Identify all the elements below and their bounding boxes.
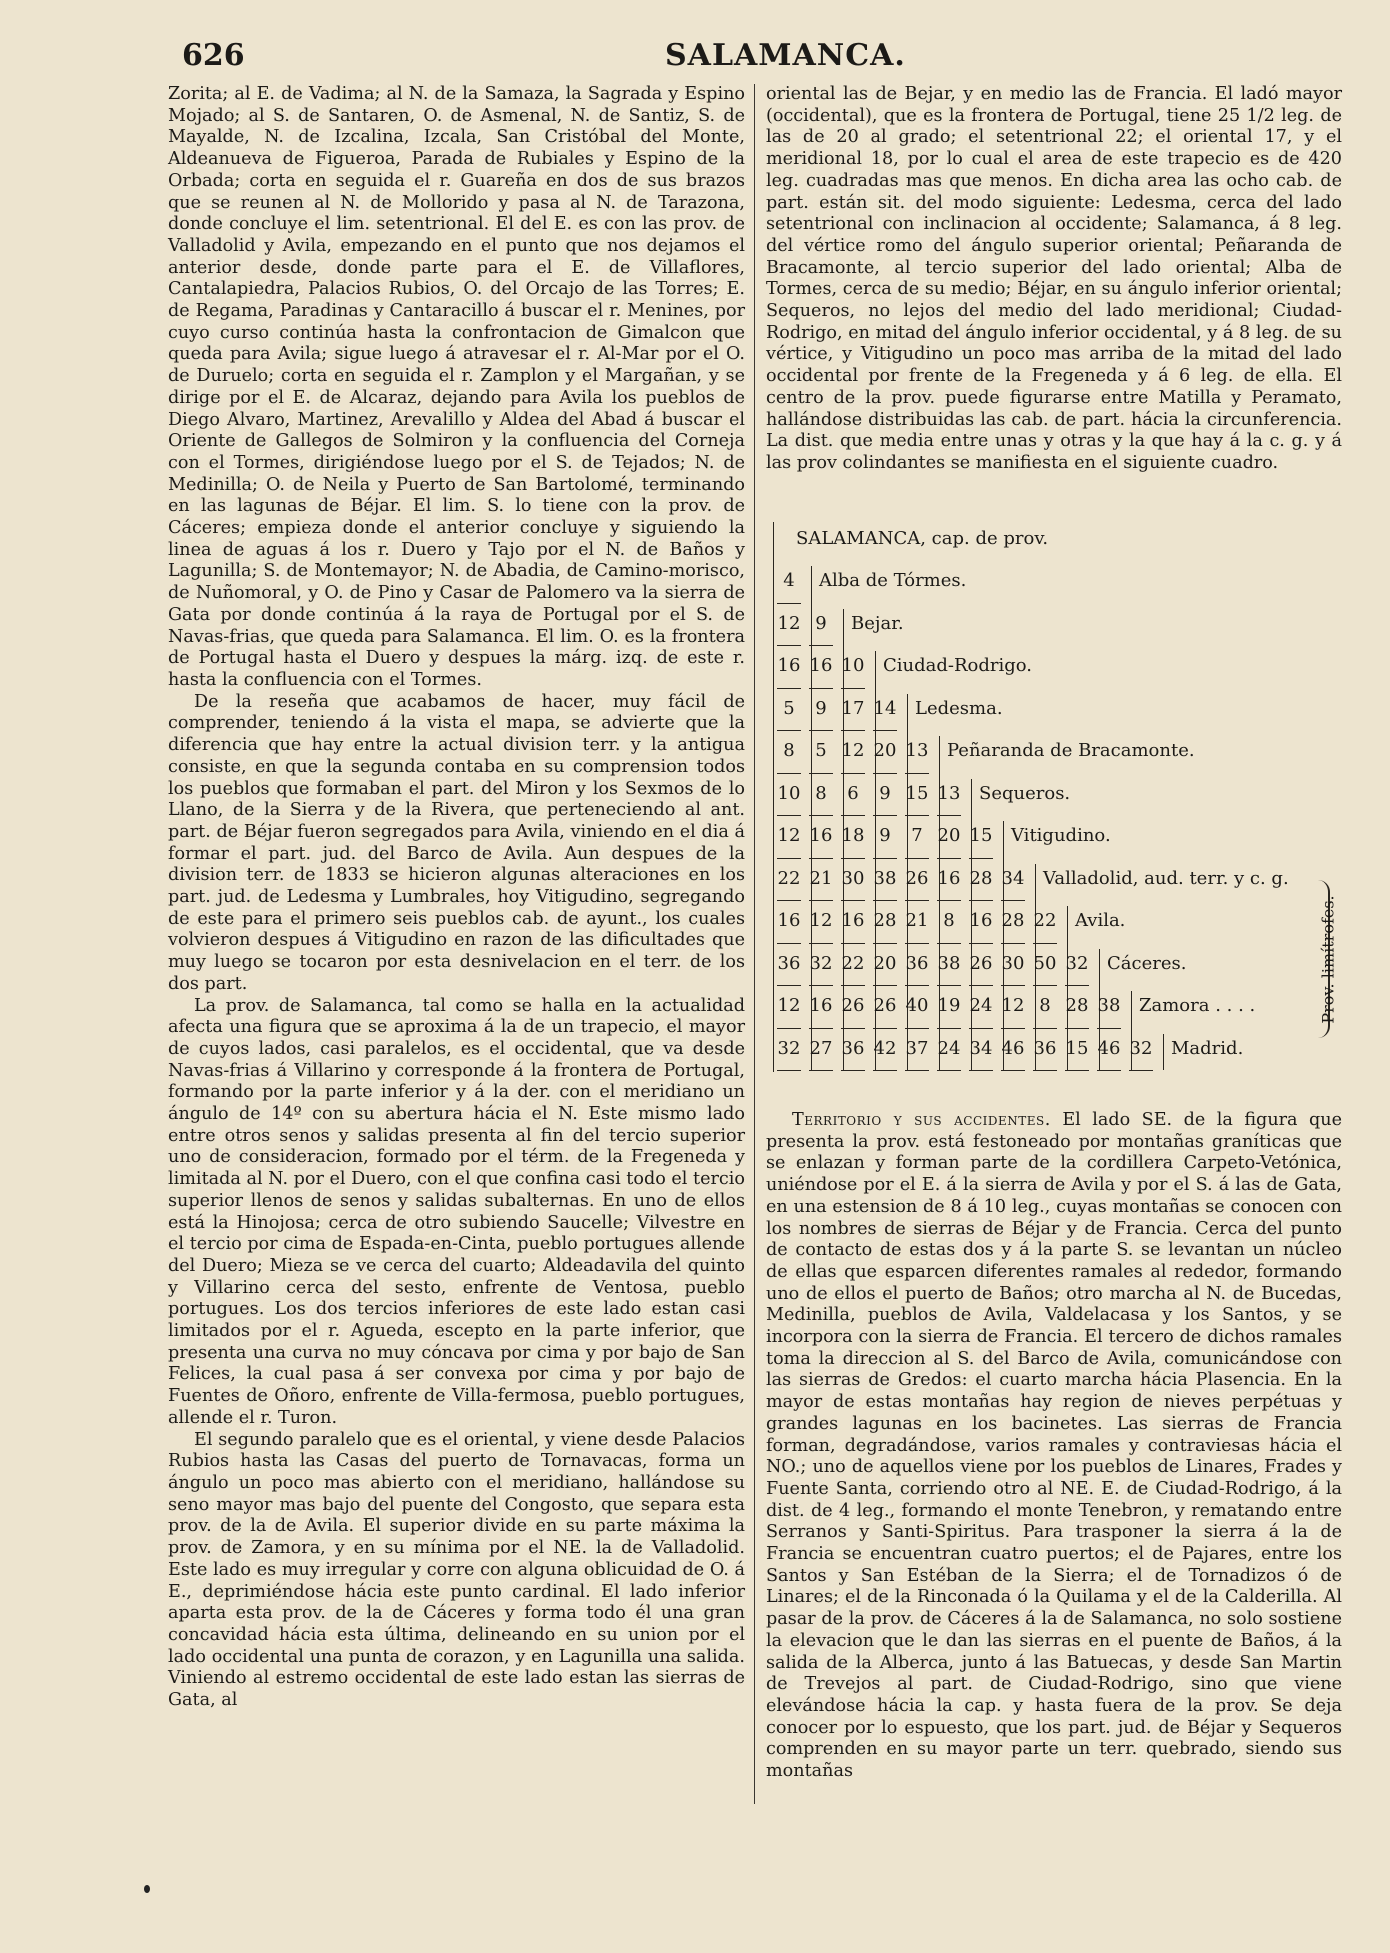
distance-cell: 24 [969,995,993,1016]
distance-cell: 38 [873,867,897,889]
distance-cell: 12 [1001,995,1025,1016]
table-rule [873,1070,897,1071]
table-rule [809,688,833,689]
distance-cell: 5 [783,697,795,719]
place-name: Ledesma. [915,697,1003,719]
distance-cell: 13 [937,782,961,804]
table-rule [937,900,961,901]
distance-cell: 12 [809,910,833,931]
distance-cell: 50 [1033,952,1057,974]
table-rule [905,1070,929,1071]
distance-cell: 16 [809,995,833,1016]
distance-cell: 12 [777,995,801,1016]
table-rule [905,985,929,986]
place-name: Zamora . . . . [1139,995,1256,1016]
distance-cell: 46 [1097,1037,1121,1059]
right-paragraph: oriental las de Bejar, y en medio las de Francia. El ladó mayor (occidental), que es la frontera de Portugal, tiene 25 1/2 leg. de las de 20 al grado; el setentrional 22; el oriental 17, y el meridional 18, por lo cual el area de este trapecio es de 420 leg. cuadradas mas que menos. En dicha area las ocho cab. de part. están sit. del modo siguiente: Ledesma, cerca del lado setentrional con inclinacion al occidente; Salamanca, á 8 leg. del vértice romo del ángulo superior oriental; Peñaranda de Bracamonte, al tercio superior del lado oriental; Alba de Tormes, cerca de su medio; Béjar, en su ángulo inferior oriental; Sequeros, no lejos del medio del lado meridional; Ciudad-Rodrigo, en mitad del ángulo inferior occidental, y á 8 leg. de su vértice, y Vitigudino un poco mas arriba de la mitad del lado occidental por frente de la Fregeneda y á 6 leg. de ella. El centro de la prov. puede figurarse entre Matilla y Peramato, hallándose distribuidas las cab. de part. hácia la circunferencia. La dist. que media entre unas y otras y la que hay á la c. g. y á las prov colindantes se manifiesta en el siguiente cuadro. [766,84,1342,473]
table-rule [777,815,801,816]
table-rule [809,943,833,944]
table-rule [905,773,929,774]
table-rule [841,773,865,774]
place-name: Madrid. [1171,1037,1244,1059]
table-rule [1033,1070,1057,1071]
table-rule [969,1028,993,1029]
table-rule [1033,1028,1057,1029]
distance-cell: 4 [783,570,795,591]
distance-cell: 36 [777,952,801,974]
table-rule [777,858,801,859]
table-rule [777,688,801,689]
table-rule [873,773,897,774]
place-name: Sequeros. [979,782,1071,804]
distance-cell: 21 [905,910,929,931]
table-rule [777,645,801,646]
table-rule [1163,1034,1164,1071]
left-paragraph: De la reseña que acabamos de hacer, muy fácil de comprender, teniendo á la vista el mapa, se advierte que la diferencia que hay entre la actual division terr. y la antigua consiste, en que la segunda contaba en su comprension todos los pueblos que formaban el part. del Miron y los Sexmos de lo Llano, de la Sierra y de la Rivera, que perteneciendo al ant. part. de Béjar fueron segregados para Avila, viniendo en el dia á formar el part. jud. del Barco de Avila. Aun despues de la division terr. de 1833 se hicieron algunas alteraciones en los part. jud. de Ledesma y Lumbrales, hoy Vitigudino, segregando de este para el primero seis pueblos cab. de ayunt., los cuales volvieron despues á Vitigudino en razon de las dificultades que muy luego se tocaron por esta desnivelacion en el terr. de los dos part. [168,691,745,994]
table-rule [1033,985,1057,986]
table-rule [1097,1070,1121,1071]
table-rule [777,773,801,774]
table-title: SALAMANCA, cap. de prov. [796,528,1049,549]
distance-cell: 24 [937,1037,961,1059]
distance-cell: 26 [969,952,993,974]
table-rule [777,603,801,604]
distance-cell: 15 [969,825,993,846]
table-rule [969,900,993,901]
table-rule [905,900,929,901]
distance-cell: 9 [815,697,827,719]
distance-cell: 16 [777,910,801,931]
distance-cell: 27 [809,1037,833,1059]
distance-cell: 9 [879,782,891,804]
table-rule [809,773,833,774]
place-name: Cáceres. [1107,952,1187,974]
page-number: 626 [182,38,245,73]
table-rule [905,815,929,816]
right-column-bottom [766,1110,1342,1783]
table-rule [969,985,993,986]
table-rule [873,858,897,859]
table-rule [777,730,801,731]
distance-cell: 18 [841,825,865,846]
distance-cell: 16 [809,655,833,676]
table-rule [905,943,929,944]
place-name: Alba de Tórmes. [819,570,967,591]
left-column [168,84,745,1712]
table-rule [841,1070,865,1071]
left-paragraph: Zorita; al E. de Vadima; al N. de la Samaza, la Sagrada y Espino Mojado; al S. de Santaren, O. de Asmenal, N. de Santiz, S. de Mayalde, N. de Izcalina, Izcala, San Cristóbal del Monte, Aldeanueva de Figueroa, Parada de Rubiales y Espino de la Orbada; corta en seguida el r. Guareña en dos de sus brazos que se reunen al N. de Mollorido y pasa al N. de Tarazona, donde concluye el lim. setentrional. El del E. es con las prov. de Valladolid y Avila, empezando en el punto que nos dejamos el anterior desde, donde parte para el E. de Villaflores, Cantalapiedra, Palacios Rubios, O. del Orcajo de las Torres; E. de Regama, Paradinas y Cantaracillo á buscar el r. Menines, por cuyo curso continúa hasta la confrontacion de Gimalcon que queda para Avila; sigue luego á atravesar el r. Al-Mar por el O. de Duruelo; corta en seguida el r. Zamplon y el Margañan, y se dirige por el E. de Alcaraz, dejando para Avila los pueblos de Diego Alvaro, Martinez, Arevalillo y Aldea del Abad á buscar el Oriente de Gallegos de Solmiron y la confluencia del Corneja con el Tormes, dirigiéndose luego por el S. de Tejados; N. de Medinilla; O. de Neila y Puerto de San Bartolomé, terminando en las lagunas de Béjar. El lim. S. lo tiene con la prov. de Cáceres; empieza donde el anterior concluye y siguiendo la linea de aguas á los r. Duero y Tajo por el N. de Baños y Lagunilla; S. de Montemayor; N. de Abadia, de Camino-morisco, de Nuñomoral, y O. de Pino y Casar de Palomero va la sierra de Gata por donde continúa á la raya de Portugal por el S. de Navas-frias, que queda para Salamanca. El lim. O. es la frontera de Portugal hasta el Duero y despues la márg. izq. de este r. hasta la confluencia con el Tormes. [168,84,745,690]
table-rule [809,900,833,901]
distance-cell: 20 [937,825,961,846]
column-divider [754,84,755,1804]
distance-cell: 10 [841,655,865,676]
distance-cell: 16 [809,825,833,846]
table-rule [841,858,865,859]
table-rule [937,858,961,859]
table-rule [841,688,865,689]
table-rule [1001,1070,1025,1071]
distance-cell: 8 [943,910,955,931]
distance-cell: 36 [1033,1037,1057,1059]
distance-cell: 26 [873,995,897,1016]
distance-cell: 46 [1001,1037,1025,1059]
table-rule [841,985,865,986]
distance-table [766,522,1342,1092]
distance-cell: 16 [937,867,961,889]
distance-cell: 16 [777,655,801,676]
distance-cell: 12 [841,740,865,761]
table-rule [937,1028,961,1029]
table-rule [937,943,961,944]
place-name: Ciudad-Rodrigo. [883,655,1033,676]
distance-cell: 32 [1129,1037,1153,1059]
distance-cell: 22 [841,952,865,974]
table-rule [777,1070,801,1071]
distance-cell: 26 [905,867,929,889]
table-rule [873,900,897,901]
distance-cell: 28 [969,867,993,889]
table-rule [1065,1028,1089,1029]
table-rule [777,1028,801,1029]
table-rule [841,815,865,816]
table-rule [1097,1028,1121,1029]
table-rule [1033,943,1057,944]
distance-cell: 7 [911,825,923,846]
table-rule [969,943,993,944]
table-rule [905,1028,929,1029]
table-rule [937,815,961,816]
table-rule [1065,1070,1089,1071]
distance-cell: 37 [905,1037,929,1059]
distance-cell: 13 [905,740,929,761]
place-name: Bejar. [851,612,904,634]
table-rule [809,815,833,816]
place-name: Avila. [1075,910,1126,931]
distance-cell: 28 [1001,910,1025,931]
table-rule [969,1070,993,1071]
distance-cell: 15 [1065,1037,1089,1059]
distance-cell: 32 [777,1037,801,1059]
table-rule [937,985,961,986]
distance-cell: 38 [937,952,961,974]
table-rule [777,943,801,944]
table-rule [1065,985,1089,986]
place-name: Peñaranda de Bracamonte. [947,740,1195,761]
table-rule [873,943,897,944]
left-paragraph: El segundo paralelo que es el oriental, y viene desde Palacios Rubios hasta las Casas del puerto de Tornavacas, forma un ángulo un poco mas abierto con el meridiano, hallándose su seno mayor mas bajo del puente del Congosto, que separa esta prov. de la de Avila. El superior divide en su parte máxima la prov. de Zamora, y en su mínima por el NE. la de Valladolid. Este lado es muy irregular y corre con alguna oblicuidad de O. á E., deprimiéndose hácia este punto cardinal. El lado inferior aparta esta prov. de la de Cáceres y forma todo él una gran concavidad hácia esta última, delineando en su union por el lado occidental una punta de corazon, y en Lagunilla una salida. Viniendo al estremo occidental de este lado estan las sierras de Gata, al [168,1429,745,1711]
table-rule [1001,1028,1025,1029]
table-rule [809,1028,833,1029]
distance-cell: 34 [969,1037,993,1059]
distance-cell: 20 [873,952,897,974]
distance-cell: 10 [777,782,801,804]
distance-cell: 15 [905,782,929,804]
table-rule [841,730,865,731]
distance-cell: 12 [777,612,801,634]
distance-cell: 34 [1001,867,1025,889]
table-rule [809,730,833,731]
distance-cell: 14 [873,697,897,719]
distance-cell: 30 [841,867,865,889]
place-name: Vitigudino. [1011,825,1111,846]
distance-cell: 38 [1097,995,1121,1016]
distance-cell: 12 [777,825,801,846]
distance-cell: 36 [841,1037,865,1059]
distance-cell: 22 [1033,910,1057,931]
table-rule [905,858,929,859]
page-title: SALAMANCA. [665,38,906,73]
place-name: Valladolid, aud. terr. y c. g. [1043,867,1289,889]
table-rule [937,1070,961,1071]
distance-cell: 30 [1001,952,1025,974]
table-rule [809,645,833,646]
distance-cell: 8 [815,782,827,804]
distance-cell: 9 [815,612,827,634]
distance-cell: 17 [841,697,865,719]
right-paragraph: El lado SE. de la figura que presenta la prov. está festoneado por montañas graníticas que se enlazan y forman parte de la cordillera Carpeto-Vetónica, uniéndose por el E. á la sierra de Avila y por el S. á las de Gata, en una estension de 8 á 10 leg., cuyas montañas se conocen con los nombres de sierras de Béjar y de Francia. Cerca del punto de contacto de estas dos y á la parte S. se levantan un núcleo de ellas que esparcen diferentes ramales al rededor, formando uno de ellos el puerto de Baños; otro marcha al N. de Bucedas, Medinilla, pueblos de Avila, Valdelacasa y los Santos, y se incorpora con la sierra de Francia. El tercero de dichos ramales toma la direccion al S. del Barco de Avila, comunicándose con las sierras de Gredos: el cuarto marcha hácia Plasencia. En la mayor de estas montañas hay region de nieves perpétuas y grandes lagunas en los bacinetes. Las sierras de Francia forman, degradándose, varios ramales y contraviesas hácia el NO.; uno de aquellos viene por los pueblos de Linares, Frades y Fuente Santa, corriendo otro al NE. E. de Ciudad-Rodrigo, á la dist. de 4 leg., formando el monte Tenebron, y rematando entre Serranos y Santi-Spiritus. Para trasponer la sierra á la de Francia se encuentran cuatro puertos; el de Pajares, entre los Santos y San Estéban de la Sierra; el de Tornadizos ó de Linares; el de la Rinconada ó la Quilama y el de la Calderilla. Al pasar de la prov. de Cáceres á la de Salamanca, no solo sostiene la elevacion que le dan las sierras en el puente de Baños, á la salida de la Alberca, junto á las Batuecas, y desde San Martin de Trevejos al part. de Ciudad-Rodrigo, sino que viene elevándose hácia la cap. y hasta fuera de la prov. Se deja conocer por lo espuesto, que los part. jud. de Béjar y Sequeros comprenden en su mayor parte un terr. quebrado, siendo sus montañas [766,1110,1343,1782]
table-rule [1001,900,1025,901]
distance-cell: 5 [815,740,827,761]
table-rule [1001,943,1025,944]
table-rule [1129,1070,1153,1071]
distance-cell: 32 [809,952,833,974]
table-rule [809,985,833,986]
distance-cell: 16 [841,910,865,931]
table-rule [841,1028,865,1029]
table-rule [1001,985,1025,986]
table-rule [841,943,865,944]
table-rule [873,985,897,986]
table-rule [809,1070,833,1071]
table-rule [777,900,801,901]
table-rule [809,858,833,859]
table-rule [873,815,897,816]
table-rule [1003,821,1004,1070]
distance-cell: 19 [937,995,961,1016]
table-rule [873,1028,897,1029]
table-rule [969,858,993,859]
distance-cell: 20 [873,740,897,761]
table-rule [873,730,897,731]
left-paragraph: La prov. de Salamanca, tal como se halla en la actualidad afecta una figura que se aproxima á la de un trapecio, el mayor de cuyos lados, casi paralelos, es el occidental, que va desde Navas-frias á Villarino y corresponde á la frontera de Portugal, formando por la parte inferior y á la der. con el meridiano un ángulo de 14º con su abertura hácia el N. Este mismo lado entre otros senos y salidas presenta al fin del tercio superior uno de consideracion, formado por el térm. de la Fregeneda y limitada al N. por el Duero, con el que confina casi todo el tercio superior llenos de senos y salidas subalternas. En uno de ellos está la Hinojosa; cerca de otro subiendo Saucelle; Vilvestre en el tercio por cima de Espada-en-Cinta, pueblo portugues allende del Duero; Mieza se ve cerca del cuarto; Aldeadavila del quinto y Villarino cerca del sesto, enfrente de Ventosa, pueblo portugues. Los dos tercios inferiores de este lado estan casi limitados por el r. Agueda, escepto en la parte inferior, que presenta una curva no muy cóncava por cima y por bajo de San Felices, la cual pasa á ser convexa por cima y por bajo de Fuentes de Oñoro, enfrente de Villa-fermosa, pueblo portugues, allende el r. Turon. [168,995,745,1428]
distance-cell: 40 [905,995,929,1016]
distance-cell: 8 [783,740,795,761]
section-heading: Territorio y sus accidentes. [792,1110,1051,1130]
table-rule [777,985,801,986]
distance-cell: 9 [879,825,891,846]
distance-cell: 28 [873,910,897,931]
ink-dot [144,1885,150,1893]
table-side-label: Prov. limítrofes. [1318,895,1338,1024]
distance-cell: 8 [1039,995,1051,1016]
distance-cell: 42 [873,1037,897,1059]
table-rule [841,900,865,901]
distance-cell: 28 [1065,995,1089,1016]
distance-cell: 32 [1065,952,1089,974]
right-column-top [766,84,1342,475]
distance-cell: 22 [777,867,801,889]
distance-cell: 16 [969,910,993,931]
distance-cell: 36 [905,952,929,974]
distance-cell: 6 [847,782,859,804]
distance-cell: 26 [841,995,865,1016]
distance-cell: 21 [809,867,833,889]
